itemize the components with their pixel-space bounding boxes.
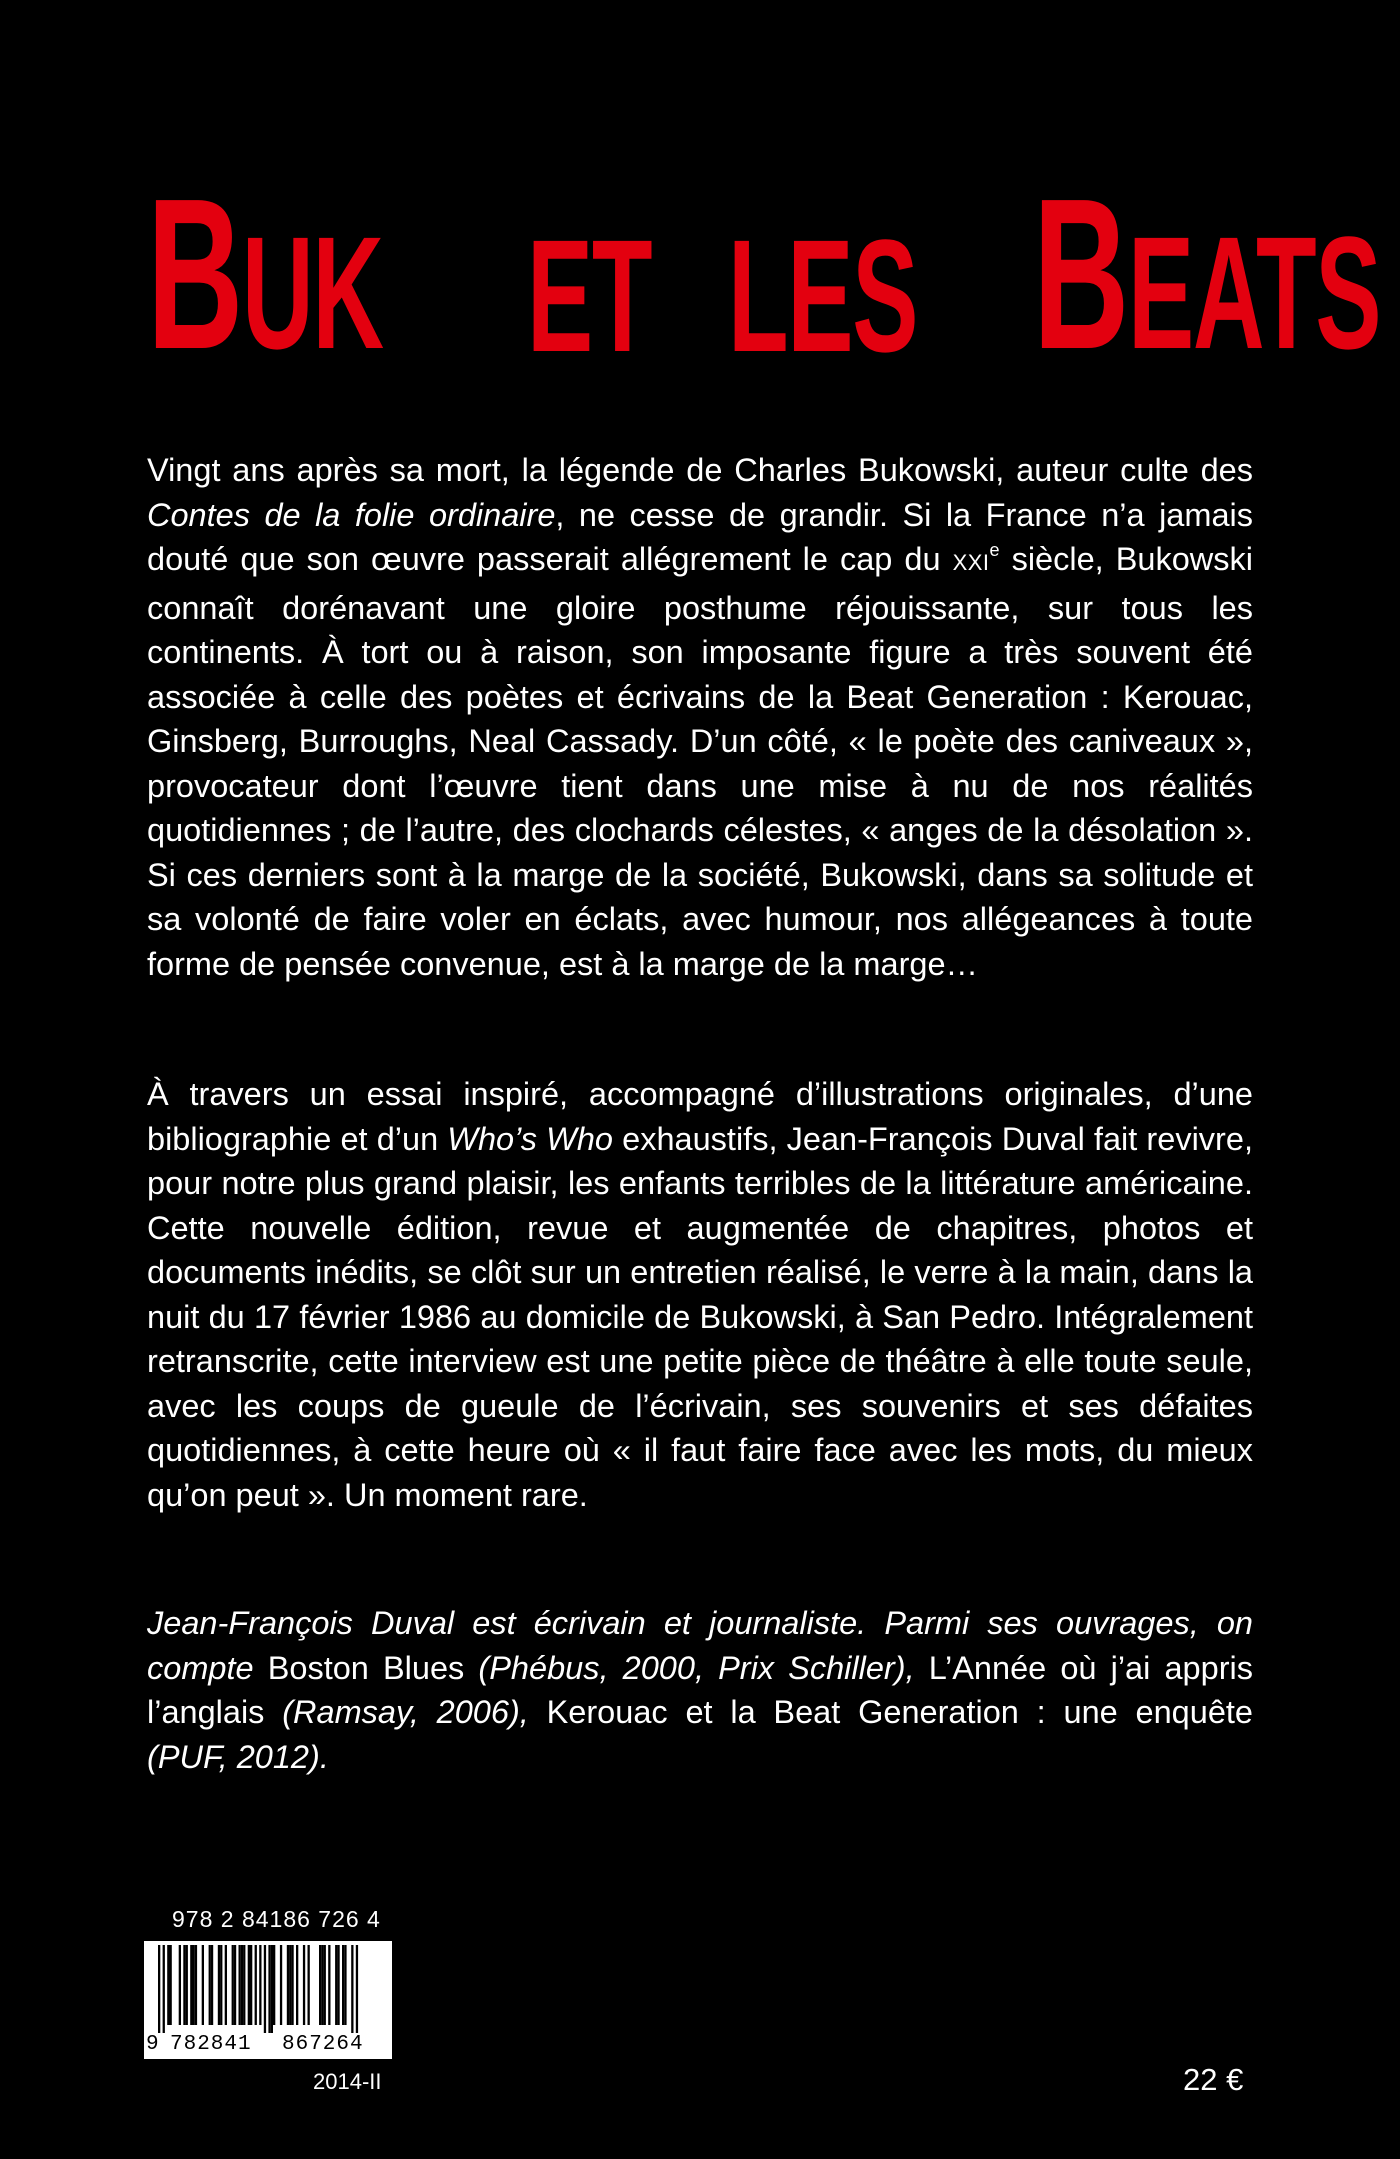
barcode-bar — [158, 1945, 160, 2033]
barcode-bar — [186, 1945, 188, 2025]
barcode-bar — [179, 1945, 181, 2025]
barcode-bar — [255, 1945, 257, 2025]
barcode-bar — [248, 1945, 250, 2025]
barcode-bar — [280, 1945, 282, 2025]
barcode-bar — [190, 1945, 192, 2025]
barcode-bar — [287, 1945, 289, 2025]
barcode-digits: 9 782841 867264 — [144, 2033, 392, 2059]
price: 22 € — [1183, 2062, 1244, 2097]
book-title — [147, 150, 1381, 394]
barcode-bar — [335, 1945, 337, 2025]
barcode-bar — [342, 1945, 344, 2025]
barcode-bar — [337, 1945, 339, 2025]
barcode-bar — [324, 1945, 326, 2025]
barcode-bar — [273, 1945, 275, 2025]
barcode-bar — [167, 1945, 169, 2025]
barcode-bar — [193, 1945, 195, 2025]
barcode-bar — [250, 1945, 252, 2025]
barcode-bar — [163, 1945, 165, 2033]
barcode-bar — [319, 1945, 321, 2025]
blurb-paragraph-2: À travers un essai inspiré, accompagné d’illustrations originales, d’une bibliographie et d’un Who’s Who exhaustifs, Jean-François Duval fait revivre, pour notre plus grand plaisir, les enfants terribles de la littérature américaine. Cette nouvelle édition, revue et augmentée de chapitres, photos et documents inédits, se clôt sur un entretien réalisé, le verre à la main, dans la nuit du 17 février 1986 au domicile de Bukowski, à San Pedro. Intégralement retranscrite, cette interview est une petite pièce de théâtre à elle toute seule, avec les coups de gueule de l’écrivain, ses souvenirs et ses défaites quotidiennes, à cette heure où « il faut faire face avec les mots, du mieux qu’on peut ». Un moment rare. — [147, 1076, 1253, 1513]
barcode-bar — [241, 1945, 243, 2025]
barcode-bar — [209, 1945, 211, 2025]
barcode-bar — [195, 1945, 197, 2025]
barcode-bar — [234, 1945, 236, 2025]
blurb-paragraph-1: Vingt ans après sa mort, la légende de Charles Bukowski, auteur culte des Contes de la folie ordinaire, ne cesse de grandir. Si la France n’a jamais douté que son œuvre passerait allégrement le cap du XXIe siècle, Bukowski connaît dorénavant une gloire posthume réjouissante, sur tous les continents. À tort ou à raison, son imposante figure a très souvent été associée à celle des poètes et écrivains de la Beat Generation : Kerouac, Ginsberg, Burroughs, Neal Cassady. D’un côté, « le poète des caniveaux », provocateur dont l’œuvre tient dans une mise à nu de nos réalités quotidiennes ; de l’autre, des clochards célestes, « anges de la désolation ». Si ces derniers sont à la marge de la société, Bukowski, dans sa solitude et sa volonté de faire voler en éclats, avec humour, nos allégeances à toute forme de pensée convenue, est à la marge de la marge… — [147, 452, 1253, 982]
title-word-et: ET — [527, 206, 652, 385]
barcode-bar — [351, 1945, 353, 2033]
barcode-bar — [243, 1945, 245, 2025]
barcode-bar — [328, 1945, 330, 2025]
barcode-bar — [225, 1945, 227, 2025]
barcode-bar — [202, 1945, 204, 2025]
barcode-bar — [356, 1945, 358, 2033]
barcode-bar — [170, 1945, 172, 2025]
barcode-bar — [289, 1945, 291, 2025]
isbn-number: 978 2 84186 726 4 — [172, 1906, 381, 1932]
barcode-bar — [291, 1945, 293, 2025]
barcode-bar — [264, 1945, 266, 2033]
barcode-bar — [220, 1945, 222, 2025]
book-title-contes: Contes de la folie ordinaire — [147, 496, 556, 533]
barcode-bar — [218, 1945, 220, 2025]
barcode-bar — [268, 1945, 270, 2033]
barcode — [144, 1941, 392, 2043]
barcode-bar — [183, 1945, 185, 2025]
barcode-bar — [308, 1945, 310, 2025]
barcode-bar — [303, 1945, 305, 2025]
title-word-beats: BEATS — [1033, 153, 1381, 394]
title-word-buk: BUK — [147, 153, 383, 394]
barcode-bar — [296, 1945, 298, 2025]
barcode-bar — [239, 1945, 241, 2025]
barcode-bar — [271, 1945, 273, 2033]
author-bio: Jean-François Duval est écrivain et journaliste. Parmi ses ouvrages, on compte Boston Blues (Phébus, 2000, Prix Schiller), L’Année où j’ai appris l’anglais (Ramsay, 2006), Kerouac et la Beat Generation : une enquête (PUF, 2012). — [147, 1605, 1253, 1775]
barcode-bar — [344, 1945, 346, 2025]
barcode-bar — [232, 1945, 234, 2025]
century-numeral: XXI — [952, 550, 990, 575]
edition-code: 2014-II — [313, 2069, 382, 2094]
title-word-les: LES — [727, 206, 918, 385]
book-title-whos-who: Who’s Who — [447, 1120, 613, 1157]
barcode-bar — [211, 1945, 213, 2025]
barcode-bar — [321, 1945, 323, 2025]
barcode-bar — [259, 1945, 261, 2025]
